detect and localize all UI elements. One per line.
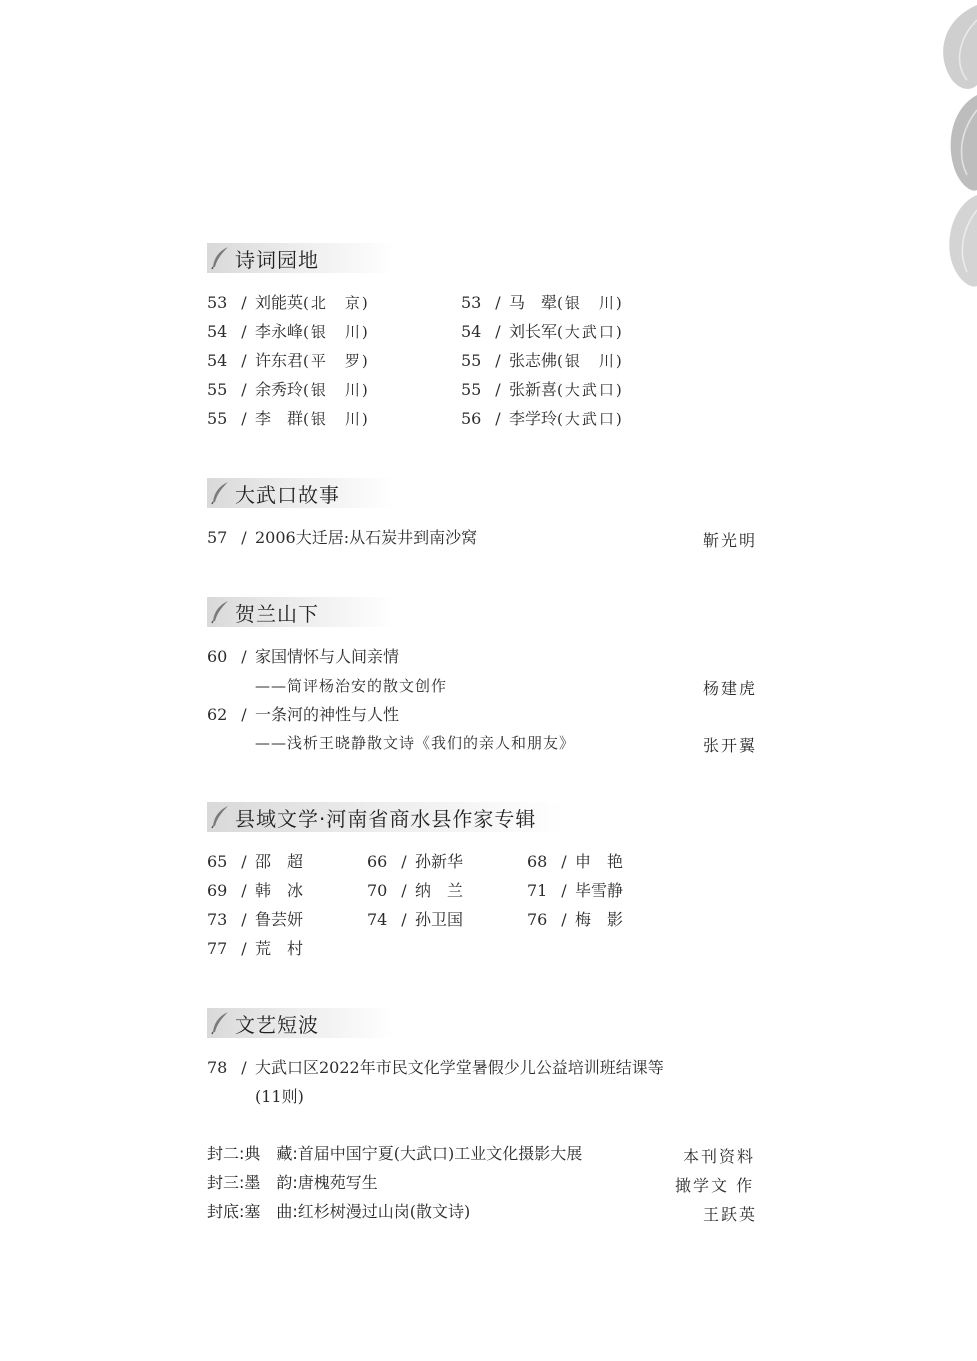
cover-label: 封二:典 藏: (207, 1144, 298, 1163)
article-subtitle: ——简评杨治安的散文创作 (255, 677, 448, 695)
cover-label: 封三:墨 韵: (207, 1173, 298, 1192)
author-name: 张志佛 (509, 351, 558, 370)
list-item (207, 528, 477, 548)
author-location: (大武口) (557, 323, 624, 341)
page-number: 54 (461, 322, 482, 341)
cover-author: 撖学文 作 (675, 1176, 755, 1195)
author-name: 毕雪静 (575, 881, 624, 900)
leaf-decoration (857, 0, 977, 300)
author-name: 韩 冰 (255, 881, 304, 900)
list-item (367, 910, 463, 930)
list-item (207, 852, 303, 872)
list-item (367, 852, 463, 872)
author-location: (北 京) (303, 294, 370, 312)
author-name: 孙新华 (415, 852, 464, 871)
page-number: 78 (207, 1058, 228, 1077)
list-item (207, 409, 370, 429)
list-item (461, 351, 624, 371)
page-number: 65 (207, 852, 228, 871)
article-subtitle: ——浅析王晓静散文诗《我们的亲人和朋友》 (255, 734, 576, 752)
list-item (367, 881, 463, 901)
separator: / (561, 881, 567, 900)
page-number: 54 (207, 322, 228, 341)
list-item (527, 910, 623, 930)
author-name: 许东君 (255, 351, 304, 370)
list-item (461, 380, 624, 400)
list-item (207, 881, 303, 901)
list-item (461, 293, 624, 313)
list-item (461, 322, 624, 342)
author-location: (银 川) (557, 294, 624, 312)
author-name: 李 群 (255, 409, 304, 428)
section-title: 诗词园地 (235, 247, 319, 272)
page-number: 55 (461, 380, 482, 399)
separator: / (241, 910, 247, 929)
section-header (207, 243, 395, 273)
author-name: 梅 影 (575, 910, 624, 929)
list-item (207, 647, 399, 667)
separator: / (241, 322, 247, 341)
author-name: 荒 村 (255, 939, 304, 958)
quill-icon (209, 1011, 231, 1035)
cover-item (207, 1202, 470, 1222)
cover-title: 唐槐苑写生 (297, 1173, 378, 1192)
author-location: (银 川) (303, 381, 370, 399)
page-number: 71 (527, 881, 548, 900)
section-title: 文艺短波 (235, 1012, 319, 1037)
article-title: 一条河的神性与人性 (255, 705, 400, 724)
section-short-news (207, 1008, 395, 1038)
separator: / (561, 852, 567, 871)
page-number: 56 (461, 409, 482, 428)
article-title: 大武口区2022年市民文化学堂暑假少儿公益培训班结课等 (255, 1058, 664, 1077)
cover-item (207, 1173, 378, 1193)
page-number: 68 (527, 852, 548, 871)
separator: / (401, 910, 407, 929)
quill-icon (209, 600, 231, 624)
author-name: 李永峰 (255, 322, 304, 341)
cover-title: 红杉树漫过山岗(散文诗) (297, 1202, 471, 1221)
separator: / (495, 293, 501, 312)
section-helan (207, 597, 395, 627)
separator: / (241, 1058, 247, 1077)
article-title: 家国情怀与人间亲情 (255, 647, 400, 666)
author-name: 张开翼 (703, 736, 758, 755)
author-location: (大武口) (557, 381, 624, 399)
separator: / (561, 910, 567, 929)
separator: / (401, 881, 407, 900)
page-number: 53 (461, 293, 482, 312)
author-location: (银 川) (303, 410, 370, 428)
section-title: 大武口故事 (235, 482, 340, 507)
list-item (527, 852, 623, 872)
quill-icon (209, 246, 231, 270)
page-number: 70 (367, 881, 388, 900)
author-location: (银 川) (303, 323, 370, 341)
separator: / (495, 380, 501, 399)
page-number: 55 (461, 351, 482, 370)
section-dawukou (207, 478, 395, 508)
author-name: 刘长军 (509, 322, 558, 341)
author-name: 余秀玲 (255, 380, 304, 399)
author-name: 杨建虎 (703, 679, 758, 698)
list-item (207, 939, 303, 959)
author-name: 孙卫国 (415, 910, 464, 929)
page-number: 57 (207, 528, 228, 547)
list-item (461, 409, 624, 429)
author-location: (大武口) (557, 410, 624, 428)
author-name: 靳光明 (703, 531, 758, 550)
separator: / (241, 705, 247, 724)
list-item (207, 705, 399, 725)
author-name: 鲁芸妍 (255, 910, 304, 929)
author-name: 邵 超 (255, 852, 304, 871)
list-item (207, 322, 370, 342)
quill-icon (209, 805, 231, 829)
page-number: 76 (527, 910, 548, 929)
section-header (207, 1008, 395, 1038)
list-item (207, 351, 370, 371)
separator: / (241, 939, 247, 958)
separator: / (241, 852, 247, 871)
separator: / (241, 293, 247, 312)
section-header (207, 802, 565, 832)
page-number: 55 (207, 409, 228, 428)
separator: / (241, 647, 247, 666)
section-header (207, 597, 395, 627)
page-number: 74 (367, 910, 388, 929)
section-title: 县域文学·河南省商水县作家专辑 (235, 806, 537, 831)
author-location: (银 川) (557, 352, 624, 370)
separator: / (241, 351, 247, 370)
separator: / (241, 881, 247, 900)
separator: / (241, 528, 247, 547)
cover-author: 王跃英 (703, 1205, 758, 1224)
article-title: 2006大迁居:从石炭井到南沙窝 (255, 528, 478, 547)
section-title: 贺兰山下 (235, 601, 319, 626)
section-header (207, 478, 395, 508)
page-number: 55 (207, 380, 228, 399)
list-item (527, 881, 623, 901)
page-number: 62 (207, 705, 228, 724)
page-number: 73 (207, 910, 228, 929)
page-number: 53 (207, 293, 228, 312)
quill-icon (209, 481, 231, 505)
separator: / (495, 351, 501, 370)
page-number: 66 (367, 852, 388, 871)
list-item (207, 1058, 664, 1078)
page-number: 69 (207, 881, 228, 900)
author-name: 刘能英 (255, 293, 304, 312)
cover-title: 首届中国宁夏(大武口)工业文化摄影大展 (297, 1144, 583, 1163)
author-name: 李学玲 (509, 409, 558, 428)
article-title-continued: (11则) (255, 1087, 304, 1106)
separator: / (241, 409, 247, 428)
author-name: 马 翚 (509, 293, 558, 312)
page-number: 54 (207, 351, 228, 370)
section-county (207, 802, 565, 832)
separator: / (401, 852, 407, 871)
list-item (207, 380, 370, 400)
separator: / (495, 322, 501, 341)
author-name: 纳 兰 (415, 881, 464, 900)
list-item (207, 293, 370, 313)
author-name: 申 艳 (575, 852, 624, 871)
cover-item (207, 1144, 582, 1164)
author-name: 张新喜 (509, 380, 558, 399)
cover-author: 本刊资料 (683, 1147, 756, 1166)
cover-label: 封底:塞 曲: (207, 1202, 298, 1221)
page-number: 60 (207, 647, 228, 666)
separator: / (495, 409, 501, 428)
list-item (207, 910, 303, 930)
section-poetry (207, 243, 395, 273)
author-location: (平 罗) (303, 352, 370, 370)
page-number: 77 (207, 939, 228, 958)
separator: / (241, 380, 247, 399)
